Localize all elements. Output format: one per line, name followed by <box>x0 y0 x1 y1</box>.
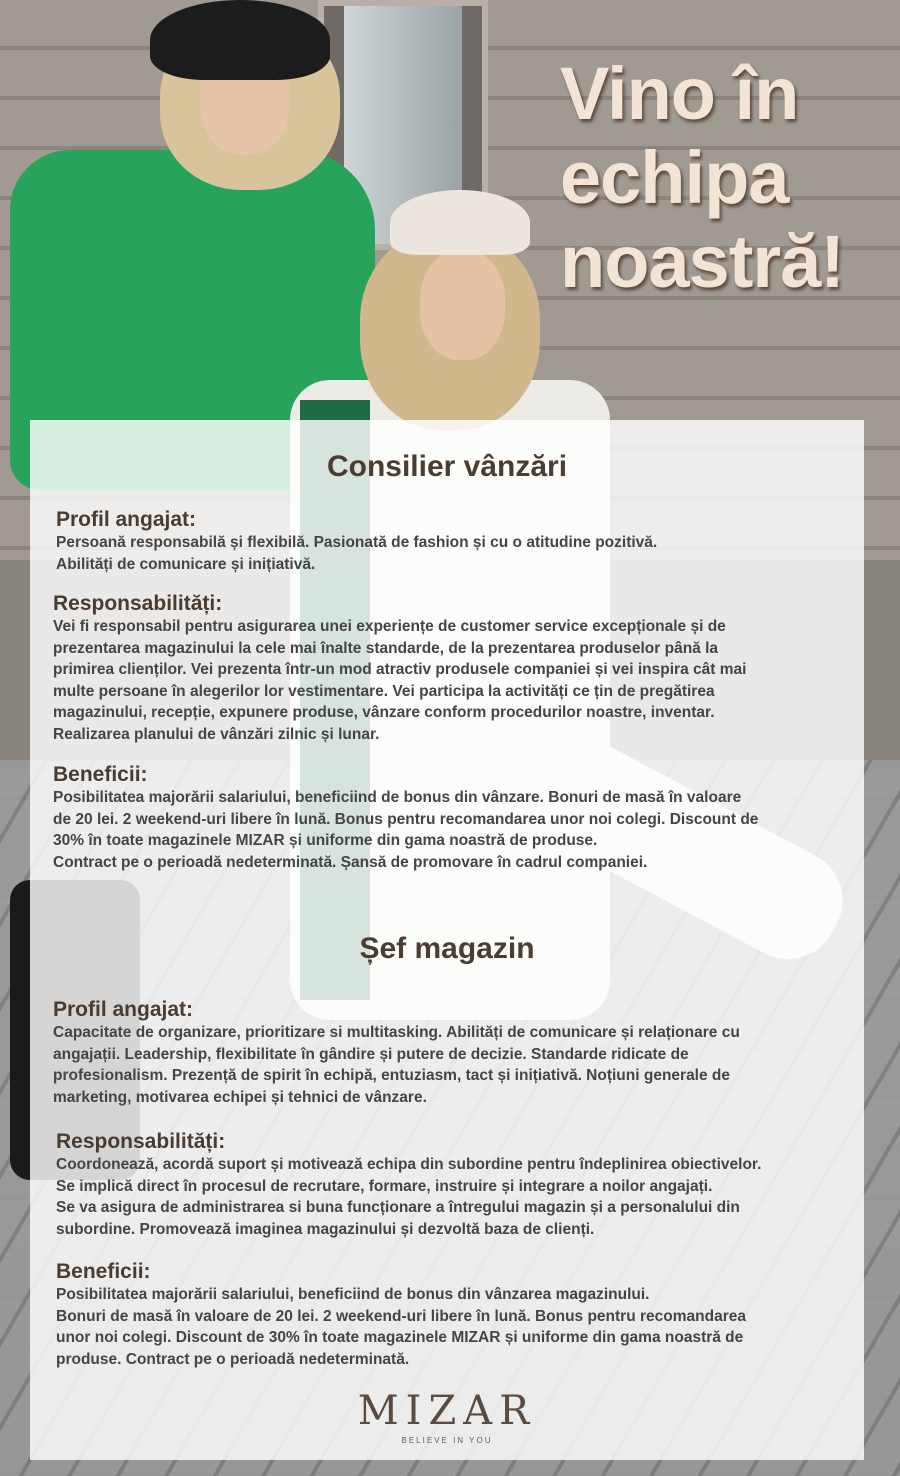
job-title: Șef magazin <box>359 932 535 965</box>
section-line: Coordonează, acordă suport și motivează echipa din subordine pentru îndeplinirea obiectivelor. <box>56 1156 762 1173</box>
model-two-face <box>420 250 505 360</box>
model-two-cap <box>390 190 530 255</box>
section-heading: Responsabilități: <box>56 1130 226 1153</box>
section-line: multe persoane în alegerilor lor vestimentare. Vei participa la activități ce țin de pregătirea <box>53 682 715 700</box>
section-line: primirea clienților. Vei prezenta într-un mod atractiv produsele companiei și vei inspira cât mai <box>53 661 747 678</box>
section-line: Realizarea planului de vânzări zilnic și lunar. <box>53 725 380 743</box>
job-section-responsibilities <box>56 1130 862 1240</box>
section-heading: Profil angajat: <box>56 508 197 531</box>
section-line: magazinului, recepție, expunere produse, vânzare conform procedurilor noastre, inventar. <box>53 704 715 721</box>
section-line: Abilități de comunicare și inițiativă. <box>56 555 316 573</box>
section-line: angajații. Leadership, flexibilitate în gândire și putere de decizie. Standarde ridicate de <box>53 1045 689 1063</box>
section-line: unor noi colegi. Discount de 30% în toate magazinele MIZAR și uniforme din gama noastră de <box>56 1329 744 1346</box>
section-line: prezentarea magazinului la cele mai înalte standarde, de la prezentarea produselor până la <box>53 639 719 657</box>
section-line: Vei fi responsabil pentru asigurarea unei experiențe de customer service excepționale și de <box>53 618 726 635</box>
section-heading: Beneficii: <box>56 1260 151 1283</box>
job-title: Consilier vânzări <box>326 450 568 483</box>
section-line: Persoană responsabilă și flexibilă. Pasionată de fashion și cu o atitudine pozitivă. <box>56 534 658 551</box>
section-line: marketing, motivarea echipei și tehnici de vânzare. <box>53 1088 427 1106</box>
section-heading: Beneficii: <box>53 763 148 786</box>
job-section-benefits <box>56 1260 862 1370</box>
headline-line: echipa <box>560 136 789 219</box>
brand-logo <box>30 1388 864 1445</box>
headline <box>560 52 890 304</box>
section-line: subordine. Promovează imaginea magazinului și dezvoltă baza de clienți. <box>56 1220 595 1238</box>
section-line: Se implică direct în procesul de recrutare, formare, instruire și integrare a noilor angajați. <box>56 1177 713 1195</box>
job-section-benefits <box>53 763 859 873</box>
job-section-responsibilities <box>53 592 859 745</box>
brand-name: MIZAR <box>357 1388 537 1434</box>
section-heading: Profil angajat: <box>53 998 194 1021</box>
headline-line: Vino în <box>560 52 799 135</box>
section-heading: Responsabilități: <box>53 592 223 615</box>
section-line: Contract pe o perioadă nedeterminată. Șansă de promovare în cadrul companiei. <box>53 853 648 871</box>
model-one-hat <box>150 0 330 80</box>
job-section-profile <box>56 508 856 575</box>
section-line: Se va asigura de administrarea si buna funcționare a întregului magazin și a personalului din <box>56 1199 740 1216</box>
section-line: Bonuri de masă în valoare de 20 lei. 2 weekend-uri libere în lună. Bonus pentru recomandarea <box>56 1307 746 1325</box>
section-line: 30% în toate magazinele MIZAR și uniforme din gama noastră de produse. <box>53 832 598 849</box>
section-line: Capacitate de organizare, prioritizare si multitasking. Abilități de comunicare și relaționare cu <box>53 1024 740 1041</box>
section-line: Posibilitatea majorării salariului, beneficiind de bonus din vânzare. Bonuri de masă în valoare <box>53 789 742 806</box>
section-line: Posibilitatea majorării salariului, beneficiind de bonus din vânzarea magazinului. <box>56 1286 650 1303</box>
headline-line: noastră! <box>560 220 844 303</box>
job-listings-panel <box>30 420 864 1460</box>
section-line: profesionalism. Prezență de spirit în echipă, entuziasm, tact și inițiativă. Noțiuni generale de <box>53 1067 731 1084</box>
job-section-profile <box>53 998 859 1108</box>
section-line: de 20 lei. 2 weekend-uri libere în lună. Bonus pentru recomandarea unor noi colegi. Discount de <box>53 810 759 828</box>
brand-tagline: BELIEVE IN YOU <box>401 1436 493 1445</box>
section-line: produse. Contract pe o perioadă nedeterminată. <box>56 1350 410 1368</box>
